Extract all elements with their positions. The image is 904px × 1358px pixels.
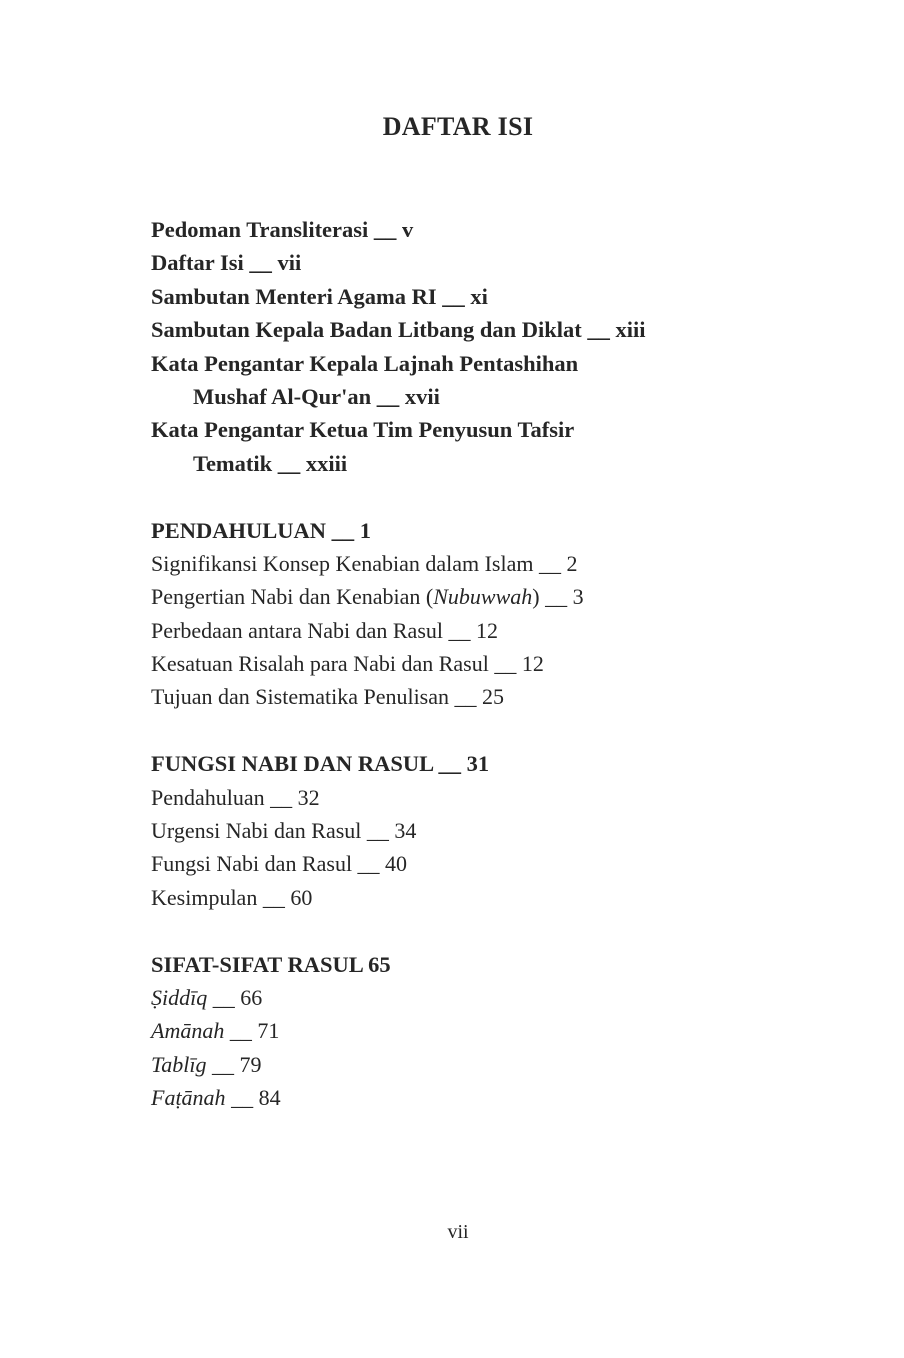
toc-entry [151,981,851,1014]
entry-page: __ 84 [225,1085,281,1111]
toc-entry: Kesimpulan __ 60 [151,884,313,910]
toc-entry: Daftar Isi __ vii [151,250,302,276]
toc-entry: Signifikansi Konsep Kenabian dalam Islam __ 2 [151,550,578,576]
chapter-heading: SIFAT-SIFAT RASUL 65 [151,951,391,977]
toc-entry [151,580,851,613]
page-title: DAFTAR ISI [382,112,534,141]
entry-page: __ 79 [206,1051,262,1077]
chapter-heading: PENDAHULUAN __ 1 [151,517,372,543]
toc-entry: Kata Pengantar Kepala Lajnah Pentashihan [151,350,579,376]
entry-text: Pengertian Nabi dan Kenabian ( [151,584,434,610]
toc-entry: Fungsi Nabi dan Rasul __ 40 [151,851,408,877]
page-number: vii [447,1221,469,1243]
table-of-contents [151,213,851,1115]
toc-entry: Perbedaan antara Nabi dan Rasul __ 12 [151,617,498,643]
toc-entry-continuation: Mushaf Al-Qur'an __ xvii [193,383,440,409]
toc-entry: Sambutan Kepala Badan Litbang dan Diklat __ xiii [151,317,646,343]
toc-entry: Kata Pengantar Ketua Tim Penyusun Tafsir [151,417,575,443]
entry-italic-term: Nubuwwah [433,584,533,610]
toc-entry [151,1014,851,1047]
entry-italic-term: Ṣiddīq [151,984,208,1010]
toc-entry: Tujuan dan Sistematika Penulisan __ 25 [151,684,505,710]
entry-page: __ 66 [207,984,263,1010]
toc-entry: Urgensi Nabi dan Rasul __ 34 [151,818,417,844]
toc-entry [151,1081,851,1114]
toc-entry: Sambutan Menteri Agama RI __ xi [151,283,488,309]
entry-italic-term: Amānah [151,1018,225,1044]
entry-page: ) __ 3 [532,584,584,610]
toc-entry [151,1048,851,1081]
entry-italic-term: Faṭānah [151,1085,226,1111]
toc-entry-continuation: Tematik __ xxiii [193,450,348,476]
entry-italic-term: Tablīg [151,1051,207,1077]
chapter-heading: FUNGSI NABI DAN RASUL __ 31 [151,751,490,777]
toc-entry: Pedoman Transliterasi __ v [151,217,414,242]
entry-page: __ 71 [224,1018,280,1044]
toc-entry: Kesatuan Risalah para Nabi dan Rasul __ 12 [151,651,544,677]
toc-entry: Pendahuluan __ 32 [151,784,320,810]
